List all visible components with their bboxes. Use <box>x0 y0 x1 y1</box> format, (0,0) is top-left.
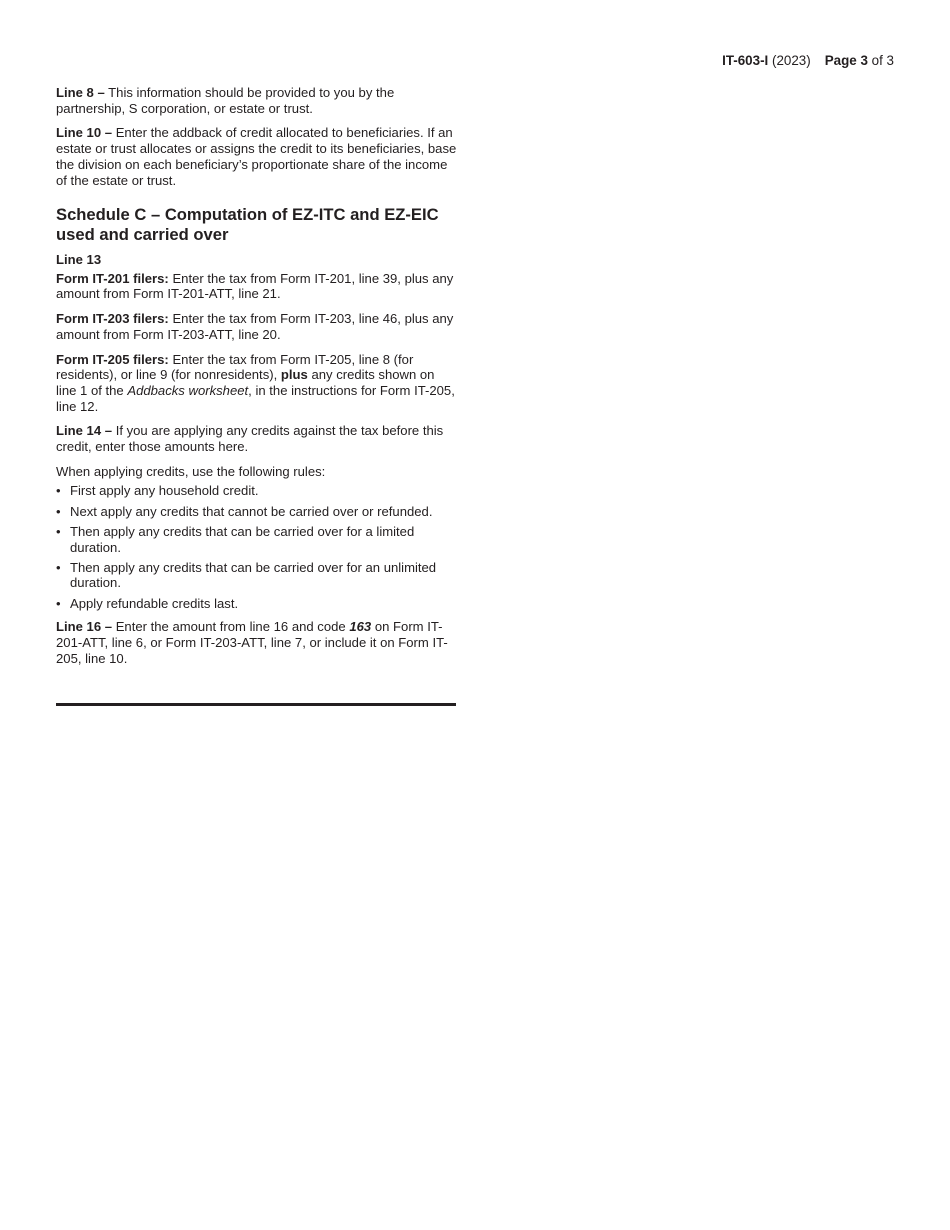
list-item <box>56 524 458 555</box>
form-id: IT-603-I <box>722 53 769 68</box>
it203-label: Form IT-203 filers: <box>56 311 169 327</box>
it205-paragraph <box>56 352 458 415</box>
list-item <box>56 504 458 520</box>
it201-paragraph <box>56 271 458 302</box>
end-rule-divider <box>56 703 456 706</box>
list-item <box>56 483 458 499</box>
line16-code: 163 <box>349 619 372 635</box>
page-total: of 3 <box>871 53 894 68</box>
schedule-c-heading: Schedule C – Computation of EZ-ITC and EZ-EIC used and carried over <box>56 205 439 244</box>
bullet-icon: • <box>56 595 61 611</box>
rule-text: Then apply any credits that can be carried over for a limited duration. <box>70 523 415 555</box>
it205-label: Form IT-205 filers: <box>56 351 169 367</box>
line10-text: Enter the addback of credit allocated to beneficiaries. If an estate or trust allocates or assigns the credit to its beneficiaries, base the division on each beneficiary’s proportionate share of the income of the estate or trust. <box>56 125 457 188</box>
rule-text: Apply refundable credits last. <box>70 595 239 611</box>
line16-label: Line 16 – <box>56 619 113 635</box>
it203-text: Enter the tax from Form IT-203, line 46, plus any amount from Form IT-203-ATT, line 20. <box>56 311 454 342</box>
line14-paragraph <box>56 423 458 454</box>
it201-text: Enter the tax from Form IT-201, line 39, plus any amount from Form IT-201-ATT, line 21. <box>56 270 454 302</box>
bullet-icon: • <box>56 523 61 539</box>
form-year: (2023) <box>772 53 811 68</box>
it205-text-3: , in the instructions for Form IT-205, line 12. <box>56 382 455 414</box>
bullet-icon: • <box>56 483 61 499</box>
page-label: Page <box>824 53 857 68</box>
rule-text: Next apply any credits that cannot be carried over or refunded. <box>70 503 433 519</box>
it201-label: Form IT-201 filers: <box>56 270 169 286</box>
line14-label: Line 14 – <box>56 423 113 439</box>
list-item <box>56 560 458 591</box>
it205-text-1: Enter the tax from Form IT-205, line 8 (for residents), or line 9 (for nonresidents), <box>56 351 414 383</box>
line10-paragraph <box>56 125 458 188</box>
it205-text-2: any credits shown on line 1 of the <box>56 367 435 398</box>
it205-worksheet: Addbacks worksheet <box>127 382 249 398</box>
line16-text-1: Enter the amount from line 16 and code <box>115 619 346 635</box>
rules-list <box>56 483 458 611</box>
bullet-icon: • <box>56 503 61 519</box>
line13-label: Line 13 <box>56 252 102 268</box>
rule-text: Then apply any credits that can be carried over for an unlimited duration. <box>70 559 437 591</box>
line8-paragraph <box>56 85 458 116</box>
page-header <box>722 53 894 69</box>
list-item <box>56 596 458 612</box>
line14-text: If you are applying any credits against the tax before this credit, enter those amounts here. <box>56 423 444 455</box>
line8-text: This information should be provided to you by the partnership, S corporation, or estate or trust. <box>56 85 395 116</box>
rules-intro: When applying credits, use the following rules: <box>56 463 326 479</box>
line8-label: Line 8 – <box>56 85 105 100</box>
bullet-icon: • <box>56 559 61 575</box>
instructions-column <box>56 85 458 676</box>
line16-paragraph <box>56 619 458 666</box>
line10-label: Line 10 – <box>56 125 113 141</box>
it205-plus: plus <box>280 367 308 383</box>
it203-paragraph <box>56 311 458 342</box>
line16-text-2: on Form IT-201-ATT, line 6, or Form IT-203-ATT, line 7, or include it on Form IT-205, line 10. <box>56 619 448 666</box>
page-number: 3 <box>860 53 868 68</box>
rule-text: First apply any household credit. <box>70 483 259 499</box>
